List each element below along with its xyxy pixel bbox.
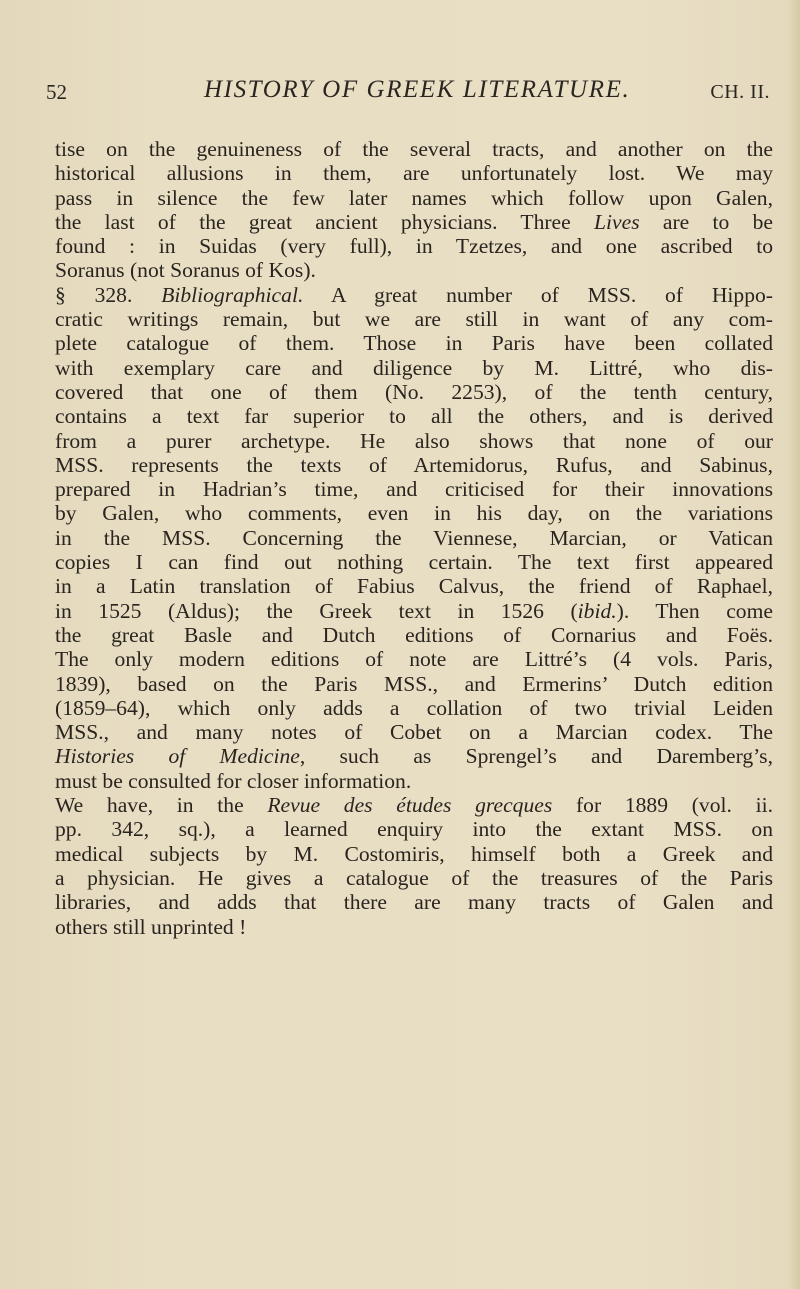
text-run: are to be (639, 209, 773, 234)
text-run: MSS., and many notes of Cobet on a Marcian codex. The (55, 720, 773, 745)
text-run: plete catalogue of them. Those in Paris have been collated (55, 331, 773, 356)
text-line (55, 623, 773, 647)
text-run: for 1889 (vol. ii. (552, 793, 773, 818)
text-run: from a purer archetype. He also shows that none of our (55, 428, 773, 453)
text-run: medical subjects by M. Costomiris, himself both a Greek and (55, 841, 773, 866)
text-line (55, 283, 773, 307)
text-run: found : in Suidas (very full), in Tzetzes, and one ascribed to (55, 234, 773, 259)
text-line (55, 258, 773, 282)
text-run: , such as Sprengel’s and Daremberg’s, (299, 744, 773, 769)
text-run: Soranus (not Soranus of Kos). (55, 258, 316, 283)
text-line (55, 234, 773, 258)
text-line (55, 404, 773, 428)
text-line (55, 210, 773, 234)
text-run: pp. 342, sq.), a learned enquiry into the extant MSS. on (55, 817, 773, 842)
text-line (55, 574, 773, 598)
text-line (55, 793, 773, 817)
italic-text: Bibliographical. (161, 282, 304, 307)
text-line (55, 429, 773, 453)
text-line (55, 526, 773, 550)
text-line (55, 331, 773, 355)
text-run: 1839), based on the Paris MSS., and Ermerins’ Dutch edition (55, 671, 773, 696)
text-run: cratic writings remain, but we are still in want of any com- (55, 307, 773, 332)
text-run: We have, in the (55, 793, 268, 818)
text-run: must be consulted for closer information. (55, 768, 412, 793)
text-run: A great number of MSS. of Hippo- (303, 282, 774, 307)
text-run: covered that one of them (No. 2253), of the tenth century, (55, 379, 773, 404)
text-run: by Galen, who comments, even in his day, on the variations (55, 501, 773, 526)
text-line (55, 380, 773, 404)
text-line (55, 186, 773, 210)
text-line (55, 769, 773, 793)
text-line (55, 161, 773, 185)
text-line (55, 356, 773, 380)
text-run: copies I can find out nothing certain. The text first appeared (55, 550, 773, 575)
text-run: the last of the great ancient physicians. Three (55, 209, 595, 234)
text-run: tise on the genuineness of the several tracts, and another on the (55, 137, 773, 161)
text-line (55, 696, 773, 720)
text-run: contains a text far superior to all the others, and is derived (55, 404, 773, 429)
text-line (55, 453, 773, 477)
italic-text: Histories of Medicine (55, 744, 300, 769)
italic-text: Revue des études grecques (267, 793, 553, 818)
text-run: pass in silence the few later names which follow upon Galen, (55, 185, 773, 210)
text-run: others still unprinted ! (55, 914, 247, 939)
text-line (55, 477, 773, 501)
body-text (55, 137, 773, 939)
text-line (55, 550, 773, 574)
text-line (55, 744, 773, 768)
text-line (55, 720, 773, 744)
text-run: § 328. (55, 282, 162, 307)
text-line (55, 307, 773, 331)
text-run: historical allusions in them, are unfortunately lost. We may (55, 161, 773, 186)
text-run: libraries, and adds that there are many tracts of Galen and (55, 890, 773, 915)
text-line (55, 915, 773, 939)
text-line (55, 501, 773, 525)
text-run: The only modern editions of note are Littré’s (4 vols. Paris, (55, 647, 773, 672)
text-run: in the MSS. Concerning the Viennese, Marcian, or Vatican (55, 525, 773, 550)
text-line (55, 137, 773, 161)
text-run: the great Basle and Dutch editions of Cornarius and Foës. (55, 622, 773, 647)
text-run: in a Latin translation of Fabius Calvus, the friend of Raphael, (55, 574, 773, 599)
text-run: (1859–64), which only adds a collation of two trivial Leiden (55, 695, 773, 720)
text-run: a physician. He gives a catalogue of the treasures of the Paris (55, 865, 773, 890)
italic-text: ibid. (577, 598, 617, 623)
text-line (55, 817, 773, 841)
text-line (55, 842, 773, 866)
text-line (55, 672, 773, 696)
text-run: with exemplary care and diligence by M. Littré, who dis- (55, 355, 773, 380)
chapter-label: CH. II. (710, 81, 770, 103)
italic-text: Lives (594, 209, 640, 234)
running-title: HISTORY OF GREEK LITERATURE. (204, 76, 631, 103)
text-run: ). Then come (616, 598, 773, 623)
running-header (46, 72, 772, 112)
page-edge-shadow (788, 0, 800, 1289)
text-line (55, 890, 773, 914)
text-line (55, 647, 773, 671)
page-number: 52 (46, 80, 67, 104)
text-run: MSS. represents the texts of Artemidorus, Rufus, and Sabinus, (55, 452, 773, 477)
text-run: prepared in Hadrian’s time, and criticised for their innovations (55, 477, 773, 502)
text-run: in 1525 (Aldus); the Greek text in 1526 ( (55, 598, 578, 623)
text-line (55, 866, 773, 890)
text-line (55, 599, 773, 623)
